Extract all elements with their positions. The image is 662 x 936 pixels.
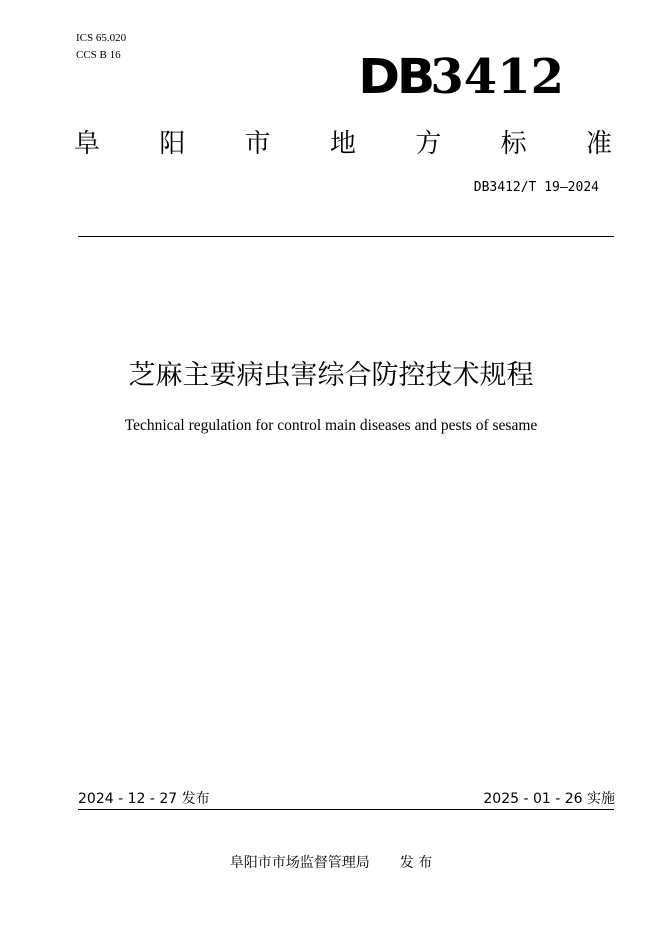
standard-type-char: 地 — [329, 129, 356, 159]
ccs-code: CCS B 16 — [76, 49, 121, 61]
implementation-date: 2025 - 01 - 26 实施 — [483, 791, 615, 807]
standard-code-logo — [358, 49, 564, 105]
top-divider — [78, 236, 614, 237]
title-chinese: 芝麻主要病虫害综合防控技术规程 — [128, 360, 534, 391]
standard-type-char: 阜 — [74, 129, 101, 159]
ics-code: ICS 65.020 — [76, 32, 127, 44]
publisher-organization: 阜阳市市场监督管理局 — [229, 855, 370, 871]
issue-date: 2024 - 12 - 27 发布 — [78, 791, 210, 807]
bottom-divider — [78, 809, 614, 810]
standard-type-char: 方 — [415, 129, 442, 159]
standard-type-char: 市 — [244, 129, 271, 159]
standard-type-char: 准 — [585, 129, 612, 159]
standard-code-prefix: DB — [358, 49, 433, 105]
standard-type-char: 标 — [500, 129, 527, 159]
title-english: Technical regulation for control main diseases and pests of sesame — [124, 417, 538, 434]
standard-type-title — [74, 128, 612, 160]
publisher-line — [0, 854, 662, 872]
document-number: DB3412/T 19—2024 — [473, 180, 599, 195]
standard-type-char: 阳 — [159, 129, 186, 159]
standard-code-number: 3412 — [430, 49, 564, 105]
publisher-action: 发 布 — [399, 855, 433, 871]
